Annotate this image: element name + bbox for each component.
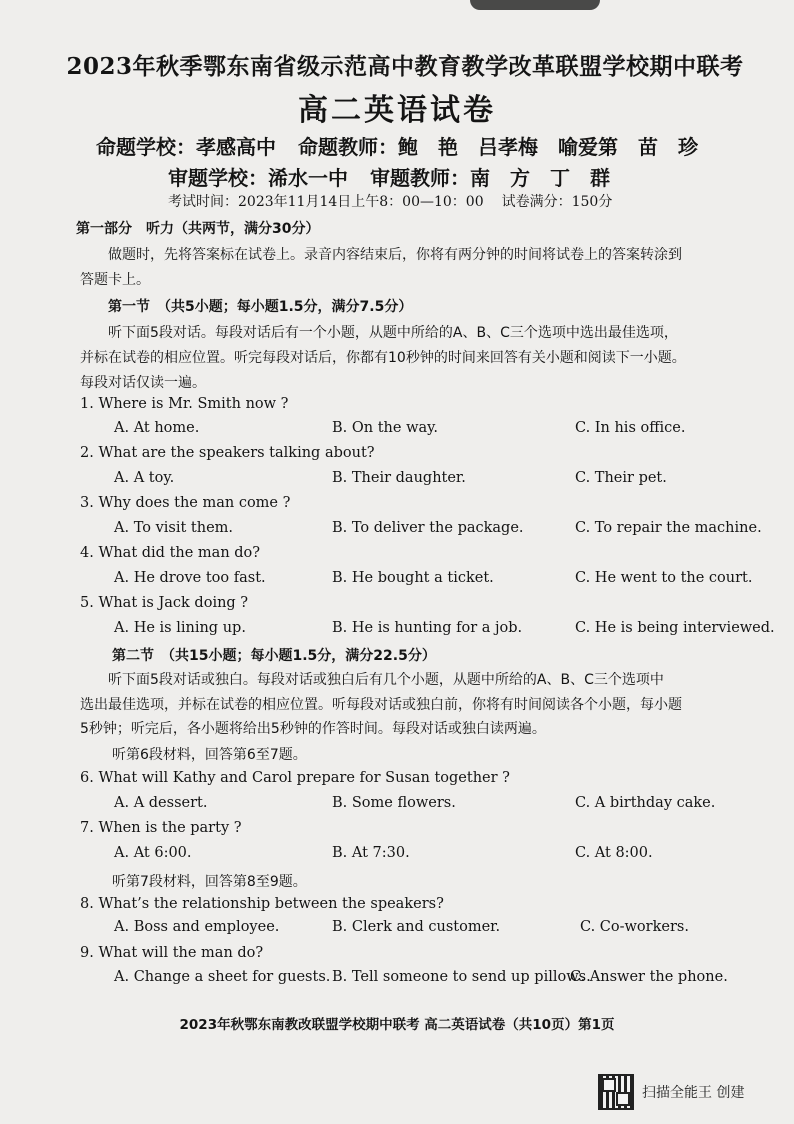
material-6-note: 听第6段材料，回答第6至7题。 [112,747,307,763]
q7-option-c: C. At 8:00. [575,845,653,861]
q4-option-b: B. He bought a ticket. [332,570,494,586]
scan-shadow [470,0,600,10]
q9-option-a: A. Change a sheet for guests. [114,969,331,985]
proposer-line [96,131,720,160]
q1-option-c: C. In his office. [575,420,686,436]
question-4: 4. What did the man do? [80,545,261,561]
section1-instr-3: 每段对话仅读一遍。 [80,375,206,391]
exam-title: 2023年秋季鄂东南省级示范高中教育教学改革联盟学校期中联考 [66,53,744,80]
q1-option-b: B. On the way. [332,420,438,436]
page-footer: 2023年秋鄂东南教改联盟学校期中联考 高二英语试卷（共10页）第1页 [179,1017,615,1033]
q6-option-c: C. A birthday cake. [575,795,716,811]
q3-option-a: A. To visit them. [114,520,234,536]
section2-heading: 第二节 （共15小题；每小题1.5分，满分22.5分） [112,648,436,664]
section1-heading: 第一节 （共5小题；每小题1.5分，满分7.5分） [108,299,413,315]
question-8: 8. What’s the relationship between the speakers? [80,896,444,912]
reviewer-teachers: 审题教师：南 方 丁 群 [370,166,610,190]
q6-option-b: B. Some flowers. [332,795,456,811]
question-3: 3. Why does the man come ? [80,495,291,511]
q4-option-c: C. He went to the court. [575,570,753,586]
reviewer-line [168,162,632,191]
reviewer-school: 审题学校：浠水一中 [168,166,348,190]
section1-instr-2: 并标在试卷的相应位置。听完每段对话后，你都有10秒钟的时间来回答有关小题和阅读下一小题。 [80,350,686,366]
section1-instr: 听下面5段对话。每段对话后有一个小题，从题中所给的A、B、C三个选项中选出最佳选项， [108,325,678,341]
q8-option-a: A. Boss and employee. [114,919,280,935]
section2-instr: 听下面5段对话或独白。每段对话或独白后有几个小题，从题中所给的A、B、C三个选项中 [108,672,664,688]
q5-option-a: A. He is lining up. [114,620,246,636]
q2-option-c: C. Their pet. [575,470,667,486]
q9-option-c: C. Answer the phone. [570,969,728,985]
exam-info [168,191,630,211]
q4-option-a: A. He drove too fast. [114,570,266,586]
question-5: 5. What is Jack doing ? [80,595,249,611]
q7-option-a: A. At 6:00. [114,845,192,861]
proposer-teachers: 命题教师：鲍 艳 吕孝梅 喻爱第 苗 珍 [298,135,698,159]
q2-option-a: A. A toy. [114,470,175,486]
question-7: 7. When is the party ? [80,820,242,836]
q3-option-b: B. To deliver the package. [332,520,524,536]
q3-option-c: C. To repair the machine. [575,520,762,536]
watermark-text: 扫描全能王 创建 [642,1085,745,1101]
exam-subject: 高二英语试卷 [298,93,496,128]
q9-option-b: B. Tell someone to send up pillows. [332,969,591,985]
scanner-watermark [598,1074,744,1110]
q1-option-a: A. At home. [114,420,200,436]
proposer-school: 命题学校：孝感高中 [96,135,276,159]
q6-option-a: A. A dessert. [114,795,208,811]
part1-heading: 第一部分 听力（共两节，满分30分） [76,221,320,237]
full-score: 试卷满分：150分 [501,194,613,210]
question-1: 1. Where is Mr. Smith now ? [80,396,289,412]
part1-intro: 做题时，先将答案标在试卷上。录音内容结束后，你将有两分钟的时间将试卷上的答案转涂到 [108,247,682,263]
part1-intro-cont: 答题卡上。 [80,272,150,288]
question-2: 2. What are the speakers talking about? [80,445,375,461]
q7-option-b: B. At 7:30. [332,845,410,861]
exam-time: 考试时间：2023年11月14日上午8：00—10：00 [168,194,484,210]
q8-option-c: C. Co-workers. [580,919,689,935]
question-6: 6. What will Kathy and Carol prepare for Susan together ? [80,770,510,786]
q5-option-c: C. He is being interviewed. [575,620,775,636]
section2-instr-2: 选出最佳选项，并标在试卷的相应位置。听每段对话或独白前，你将有时间阅读各个小题，每小题 [80,697,682,713]
q2-option-b: B. Their daughter. [332,470,466,486]
q5-option-b: B. He is hunting for a job. [332,620,523,636]
question-9: 9. What will the man do? [80,945,264,961]
q8-option-b: B. Clerk and customer. [332,919,501,935]
section2-instr-3: 5秒钟；听完后，各小题将给出5秒钟的作答时间。每段对话或独白读两遍。 [80,721,546,737]
material-7-note: 听第7段材料，回答第8至9题。 [112,874,307,890]
qr-code-icon [598,1074,634,1110]
